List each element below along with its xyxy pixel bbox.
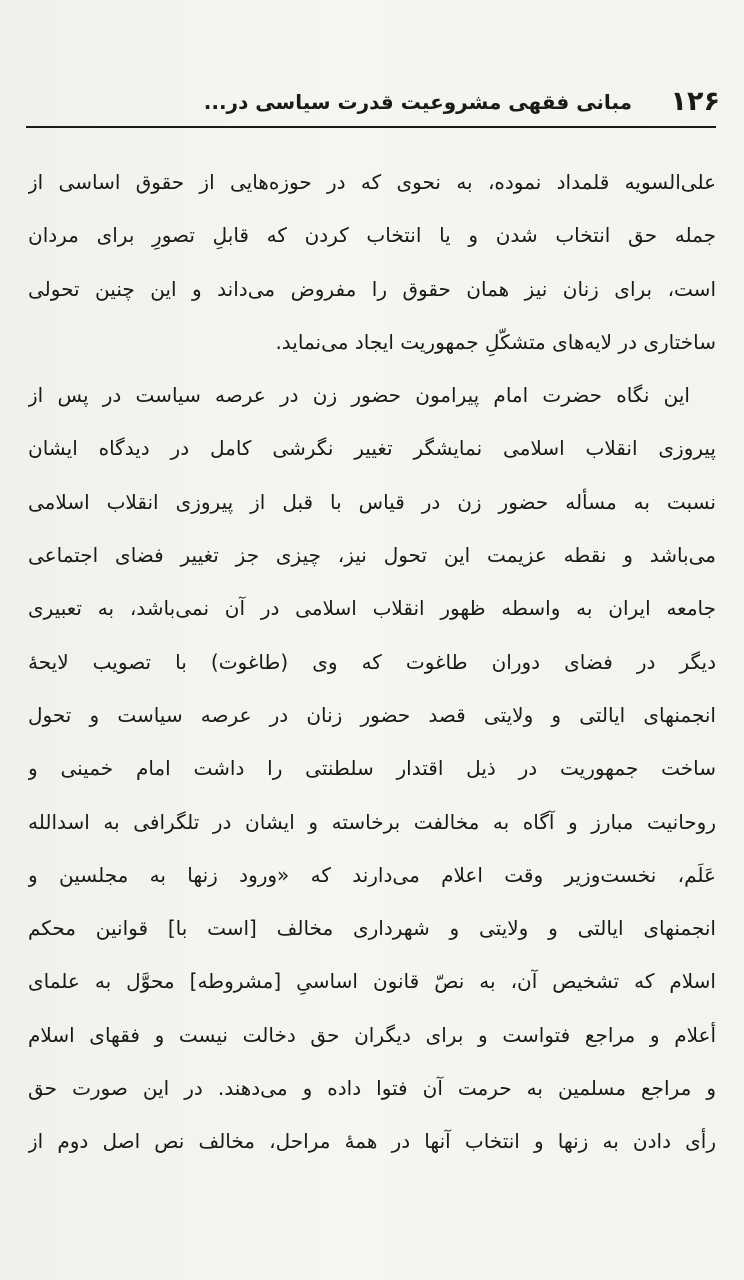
text-line: جامعه ایران به واسطه ظهور انقلاب اسلامی در آن نمی‌باشد، به تعبیری [28, 596, 716, 621]
header-rule [26, 126, 716, 128]
text-line: أعلام و مراجع فتواست و برای دیگران حق دخالت نیست و فقهای اسلام [28, 1022, 716, 1047]
text-line: ساختاری در لایه‌های متشکّلِ جمهوریت ایجاد می‌نماید. [275, 329, 716, 354]
text-line: علی‌السویه قلمداد نموده، به نحوی که در حوزه‌هایی از حقوق اساسی از [28, 170, 716, 194]
text-line: دیگر در فضای دوران طاغوت که وی (طاغوت) با تصویب لایحهٔ [28, 649, 716, 674]
text-line: انجمنهای ایالتی و ولایتی و شهرداری مخالف [است با] قوانین محکم [28, 916, 716, 941]
text-line: عَلَم، نخست‌وزیر وقت اعلام می‌دارند که «ورود زنها به مجلسین و [28, 862, 716, 887]
page-number: ۱۲۶ [670, 86, 720, 117]
text-line: نسبت به مسأله حضور زن در قیاس با قبل از پیروزی انقلاب اسلامی [28, 489, 716, 514]
text-line: و مراجع مسلمین به حرمت آن فتوا داده و می‌دهند. در این صورت حق [28, 1076, 716, 1101]
text-line: این نگاه حضرت امام پیرامون حضور زن در عرصه سیاست در پس از [28, 383, 690, 408]
text-line: ساخت جمهوریت در ذیل اقتدار سلطنتی را داشت امام خمینی و [28, 756, 716, 781]
page-header [24, 84, 720, 124]
text-line: روحانیت مبارز و آگاه به مخالفت برخاسته و ایشان در تلگرافی به اسدالله [28, 809, 716, 834]
body-text [28, 156, 716, 1169]
text-line: اسلام که تشخیص آن، به نصّ قانون اساسیِ [مشروطه] محوَّل به علمای [28, 969, 716, 994]
running-title: مبانی فقهی مشروعیت قدرت سیاسی در... [203, 90, 632, 114]
text-line: جمله حق انتخاب شدن و یا انتخاب کردن که قابلِ تصورِ برای مردان [28, 223, 716, 248]
text-line: است، برای زنان نیز همان حقوق را مفروض می‌داند و این چنین تحولی [28, 276, 716, 301]
text-line: رأی دادن به زنها و انتخاب آنها در همهٔ مراحل، مخالف نص اصل دوم از [28, 1129, 716, 1154]
text-line: انجمنهای ایالتی و ولایتی قصد حضور زنان در عرصه سیاست و تحول [28, 702, 716, 727]
text-line: می‌باشد و نقطه عزیمت این تحول نیز، چیزی جز تغییر فضای اجتماعی [28, 543, 716, 568]
text-line: پیروزی انقلاب اسلامی نمایشگر تغییر نگرشی کامل در دیدگاه ایشان [28, 436, 716, 461]
